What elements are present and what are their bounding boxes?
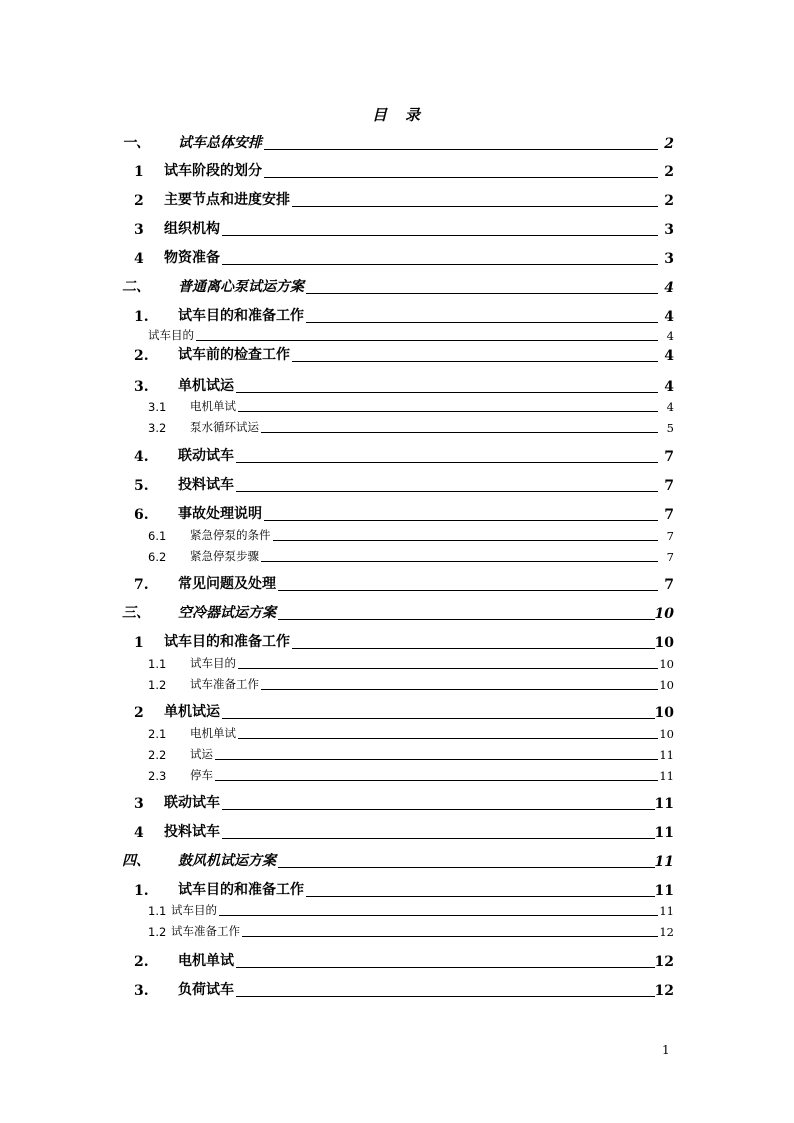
toc-entry-label: 试车目的和准备工作 — [178, 305, 306, 325]
toc-entry-label: 试车准备工作 — [171, 924, 240, 938]
toc-leader-line — [164, 718, 658, 719]
toc-entry[interactable] — [0, 701, 794, 721]
toc-entry-number: 6. — [134, 507, 149, 523]
toc-entry-number: 3 — [134, 796, 144, 812]
toc-entry-page: 10 — [659, 727, 674, 741]
toc-entry[interactable] — [0, 323, 794, 343]
toc-entry[interactable] — [0, 919, 794, 939]
toc-entry-number: 4 — [134, 251, 144, 267]
toc-entry-label: 紧急停泵的条件 — [190, 528, 271, 542]
toc-title-char-2: 录 — [405, 106, 423, 124]
toc-entry[interactable] — [0, 132, 794, 152]
toc-entry[interactable] — [0, 651, 794, 671]
toc-entry[interactable] — [0, 792, 794, 812]
toc-entry-number: 6.1 — [148, 529, 167, 543]
toc-entry-number: 一、 — [122, 135, 150, 151]
toc-entry-number: 1.2 — [148, 925, 167, 939]
toc-entry[interactable] — [0, 742, 794, 762]
toc-entry-page: 11 — [654, 825, 674, 841]
toc-entry-label: 泵水循环试运 — [190, 420, 259, 434]
toc-entry[interactable] — [0, 247, 794, 267]
toc-entry-number: 3.1 — [148, 400, 167, 414]
toc-entry-label: 电机单试 — [178, 950, 236, 970]
toc-entry[interactable] — [0, 879, 794, 899]
toc-entry-number: 3 — [134, 222, 144, 238]
toc-title-char-1: 目 — [371, 106, 389, 124]
toc-entry-label: 单机试运 — [164, 701, 222, 721]
toc-entry-label: 试车目的和准备工作 — [178, 879, 306, 899]
toc-entry-label: 试车前的检查工作 — [178, 344, 292, 364]
toc-entry[interactable] — [0, 305, 794, 325]
toc-entry-label: 投料试车 — [178, 474, 236, 494]
toc-entry[interactable] — [0, 544, 794, 564]
toc-leader-line — [190, 738, 658, 739]
toc-entry-number: 1. — [134, 309, 149, 325]
toc-entry-number: 7. — [134, 577, 149, 593]
toc-entry-number: 三、 — [122, 605, 150, 621]
toc-entry-label: 空冷器试运方案 — [178, 602, 278, 622]
toc-entry[interactable] — [0, 474, 794, 494]
toc-entry[interactable] — [0, 672, 794, 692]
toc-leader-line — [148, 340, 658, 341]
toc-entry-number: 2.2 — [148, 748, 167, 762]
toc-entry-number: 2.1 — [148, 727, 167, 741]
toc-entry[interactable] — [0, 821, 794, 841]
toc-leader-line — [164, 235, 658, 236]
toc-entry-label: 紧急停泵步骤 — [190, 549, 259, 563]
toc-leader-line — [178, 967, 658, 968]
toc-entry-page: 7 — [666, 550, 674, 564]
toc-entry[interactable] — [0, 276, 794, 296]
toc-leader-line — [190, 780, 658, 781]
page-number: 1 — [662, 1043, 670, 1057]
toc-entry-number: 1. — [134, 883, 149, 899]
toc-entry[interactable] — [0, 503, 794, 523]
toc-entry-page: 10 — [659, 678, 674, 692]
toc-entry-label: 联动试车 — [164, 792, 222, 812]
toc-entry-page: 11 — [659, 904, 674, 918]
toc-entry-number: 6.2 — [148, 550, 167, 564]
toc-entry-page: 10 — [654, 635, 674, 651]
toc-leader-line — [178, 462, 658, 463]
toc-entry-label: 电机单试 — [190, 399, 236, 413]
toc-entry-label: 鼓风机试运方案 — [178, 850, 278, 870]
toc-entry-number: 5. — [134, 478, 149, 494]
toc-entry-label: 试车目的 — [190, 656, 236, 670]
toc-entry-page: 12 — [654, 983, 674, 999]
toc-entry-number: 3.2 — [148, 421, 167, 435]
toc-entry-page: 7 — [664, 577, 674, 593]
toc-entry[interactable] — [0, 763, 794, 783]
toc-entry-page: 11 — [654, 796, 674, 812]
toc-entry[interactable] — [0, 950, 794, 970]
toc-entry[interactable] — [0, 631, 794, 651]
toc-entry[interactable] — [0, 344, 794, 364]
toc-entry-label: 试车阶段的划分 — [164, 160, 264, 180]
toc-entry-page: 4 — [666, 329, 674, 343]
toc-entry-page: 2 — [664, 136, 674, 152]
toc-leader-line — [171, 936, 658, 937]
toc-leader-line — [190, 668, 658, 669]
toc-entry-number: 2.3 — [148, 769, 167, 783]
toc-entry[interactable] — [0, 394, 794, 414]
toc-entry[interactable] — [0, 445, 794, 465]
toc-entry-page: 3 — [664, 251, 674, 267]
toc-entry-page: 4 — [666, 400, 674, 414]
toc-entry-page: 4 — [664, 280, 674, 296]
toc-entry-number: 2 — [134, 193, 144, 209]
toc-entry-page: 11 — [654, 854, 674, 870]
toc-entry[interactable] — [0, 218, 794, 238]
toc-leader-line — [164, 809, 658, 810]
toc-entry[interactable] — [0, 523, 794, 543]
toc-entry-page: 4 — [664, 379, 674, 395]
toc-entry[interactable] — [0, 979, 794, 999]
toc-entry-label: 试车目的 — [148, 328, 194, 342]
toc-entry-page: 5 — [666, 421, 674, 435]
toc-entry-number: 3. — [134, 379, 149, 395]
toc-entry-label: 联动试车 — [178, 445, 236, 465]
toc-entry-number: 3. — [134, 983, 149, 999]
toc-entry-number: 1.1 — [148, 904, 167, 918]
toc-entry-page: 7 — [666, 529, 674, 543]
toc-entry-page: 2 — [664, 193, 674, 209]
toc-leader-line — [171, 915, 658, 916]
toc-entry-number: 2 — [134, 705, 144, 721]
toc-entry-page: 4 — [664, 348, 674, 364]
toc-entry-label: 停车 — [190, 768, 213, 782]
toc-entry-label: 普通离心泵试运方案 — [178, 276, 306, 296]
toc-entry-page: 7 — [664, 449, 674, 465]
toc-entry-label: 试运 — [190, 747, 213, 761]
toc-entry-page: 12 — [654, 954, 674, 970]
toc-entry-label: 试车目的和准备工作 — [164, 631, 292, 651]
toc-leader-line — [178, 392, 658, 393]
toc-entry-number: 1 — [134, 164, 144, 180]
toc-entry[interactable] — [0, 415, 794, 435]
toc-leader-line — [164, 264, 658, 265]
toc-entry-label: 主要节点和进度安排 — [164, 189, 292, 209]
toc-entry-label: 组织机构 — [164, 218, 222, 238]
toc-entry[interactable] — [0, 160, 794, 180]
toc-entry-label: 事故处理说明 — [178, 503, 264, 523]
toc-entry-label: 试车准备工作 — [190, 677, 259, 691]
toc-entry-label: 试车目的 — [171, 903, 217, 917]
toc-entry-label: 常见问题及处理 — [178, 573, 278, 593]
toc-entry-number: 2. — [134, 954, 149, 970]
toc-entry-number: 2. — [134, 348, 149, 364]
toc-entry[interactable] — [0, 602, 794, 622]
toc-entry-page: 11 — [659, 769, 674, 783]
toc-leader-line — [178, 491, 658, 492]
toc-entry-number: 4. — [134, 449, 149, 465]
toc-entry[interactable] — [0, 721, 794, 741]
toc-leader-line — [190, 759, 658, 760]
toc-leader-line — [164, 838, 658, 839]
toc-entry-number: 1.2 — [148, 678, 167, 692]
toc-entry-number: 二、 — [122, 279, 150, 295]
toc-entry[interactable] — [0, 573, 794, 593]
toc-entry[interactable] — [0, 375, 794, 395]
toc-entry-number: 四、 — [122, 853, 150, 869]
toc-entry-page: 3 — [664, 222, 674, 238]
toc-entry-number: 1 — [134, 635, 144, 651]
toc-entry[interactable] — [0, 898, 794, 918]
toc-entry-page: 10 — [654, 606, 674, 622]
toc-entry-label: 负荷试车 — [178, 979, 236, 999]
toc-entry-number: 4 — [134, 825, 144, 841]
toc-entry-page: 4 — [664, 309, 674, 325]
toc-entry-page: 7 — [664, 478, 674, 494]
toc-entry-number: 1.1 — [148, 657, 167, 671]
toc-entry-label: 单机试运 — [178, 375, 236, 395]
toc-entry-page: 12 — [659, 925, 674, 939]
toc-entry[interactable] — [0, 189, 794, 209]
toc-entry-label: 试车总体安排 — [178, 132, 264, 152]
toc-entry[interactable] — [0, 850, 794, 870]
toc-entry-page: 2 — [664, 164, 674, 180]
toc-leader-line — [178, 996, 658, 997]
toc-entry-label: 物资准备 — [164, 247, 222, 267]
toc-entry-page: 10 — [654, 705, 674, 721]
toc-entry-page: 11 — [659, 748, 674, 762]
toc-entry-page: 7 — [664, 507, 674, 523]
toc-entry-page: 10 — [659, 657, 674, 671]
toc-entry-label: 电机单试 — [190, 726, 236, 740]
toc-entry-label: 投料试车 — [164, 821, 222, 841]
toc-leader-line — [190, 411, 658, 412]
toc-entry-page: 11 — [654, 883, 674, 899]
